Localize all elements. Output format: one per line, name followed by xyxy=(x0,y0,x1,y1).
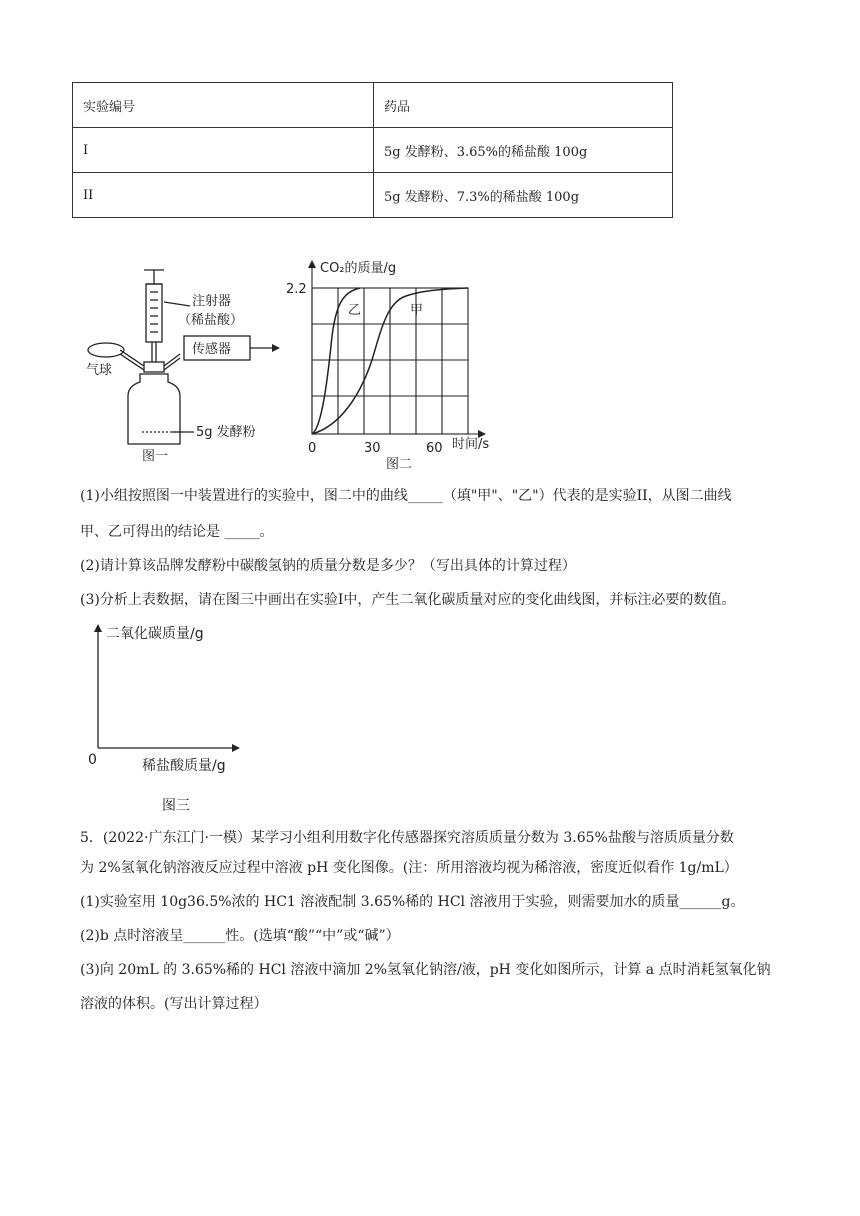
problem-5-question-3-line-2: 溶液的体积。(写出计算过程） xyxy=(80,996,268,1012)
problem-5-line-1: 5．(2022·广东江门·一模）某学习小组利用数字化传感器探究溶质质量分数为 3.65%盐酸与溶质质量分数 xyxy=(80,830,734,846)
table-row xyxy=(73,128,673,173)
figure1-caption: 图一 xyxy=(142,449,169,464)
apparatus-figure xyxy=(80,262,280,472)
table-row xyxy=(73,173,673,218)
table-cell: I xyxy=(73,128,374,173)
arrow-icon xyxy=(272,344,280,352)
experiment-table xyxy=(72,82,673,218)
x-tick-label: 0 xyxy=(308,441,317,456)
y-arrow-icon xyxy=(308,260,316,268)
syringe-label: 注射器 xyxy=(192,294,232,309)
curve-label-jia: 甲 xyxy=(410,303,424,318)
table-row xyxy=(73,83,673,128)
y-tick-label: 2.2 xyxy=(286,282,307,297)
x-axis-label: 时间/s xyxy=(452,437,490,452)
table-header-cell: 药品 xyxy=(374,83,673,128)
co2-acid-axes xyxy=(84,620,254,816)
balloon xyxy=(88,343,124,357)
origin-label: 0 xyxy=(88,752,97,768)
question-2: (2)请计算该品牌发酵粉中碳酸氢钠的质量分数是多少？（写出具体的计算过程） xyxy=(80,558,576,574)
question-3: (3)分析上表数据，请在图三中画出在实验I中，产生二氧化碳质量对应的变化曲线图，并标注必要的数值。 xyxy=(80,592,736,608)
sensor-label: 传感器 xyxy=(192,342,232,357)
problem-5-line-2: 为 2%氢氧化钠溶液反应过程中溶液 pH 变化图像。(注：所用溶液均视为稀溶液，密度近似看作 1g/mL） xyxy=(80,860,738,876)
question-1-line-2: 甲、乙可得出的结论是 _____。 xyxy=(80,524,274,540)
x-tick-label: 60 xyxy=(426,441,443,456)
table-cell: 5g 发酵粉、3.65%的稀盐酸 100g xyxy=(374,128,673,173)
table-header-cell: 实验编号 xyxy=(73,83,374,128)
x-arrow-icon xyxy=(232,744,240,752)
co2-time-chart xyxy=(280,256,510,472)
balloon-label: 气球 xyxy=(86,363,113,378)
question-1-line-1: (1)小组按照图一中装置进行的实验中，图二中的曲线_____（填"甲"、"乙"）代表的是实验II，从图二曲线 xyxy=(80,488,732,504)
x-axis-label: 稀盐酸质量/g xyxy=(142,758,226,774)
problem-5-question-2: (2)b 点时溶液呈______性。(选填“酸”“中”或“碱”） xyxy=(80,928,400,944)
y-axis-label: CO₂的质量/g xyxy=(320,261,397,276)
stopper xyxy=(144,362,164,372)
syringe-barrel xyxy=(146,284,162,342)
problem-5-question-3-line-1: (3)向 20mL 的 3.65%稀的 HCl 溶液中滴加 2%氢氧化钠溶/液，pH 变化如图所示，计算 a 点时消耗氢氧化钠 xyxy=(80,962,771,978)
curve-label-yi: 乙 xyxy=(348,303,362,318)
table-cell: II xyxy=(73,173,374,218)
figure3-caption: 图三 xyxy=(162,798,190,814)
figure2-caption: 图二 xyxy=(386,457,413,472)
syringe-sublabel: （稀盐酸） xyxy=(178,313,244,328)
flask xyxy=(128,374,180,444)
table-cell: 5g 发酵粉、7.3%的稀盐酸 100g xyxy=(374,173,673,218)
problem-5-question-1: (1)实验室用 10g36.5%浓的 HC1 溶液配制 3.65%稀的 HCl 溶液用于实验，则需要加水的质量______g。 xyxy=(80,894,745,910)
x-tick-label: 30 xyxy=(364,441,381,456)
powder-label: 5g 发酵粉 xyxy=(196,425,256,440)
y-axis-label: 二氧化碳质量/g xyxy=(106,626,204,642)
y-arrow-icon xyxy=(94,624,102,632)
